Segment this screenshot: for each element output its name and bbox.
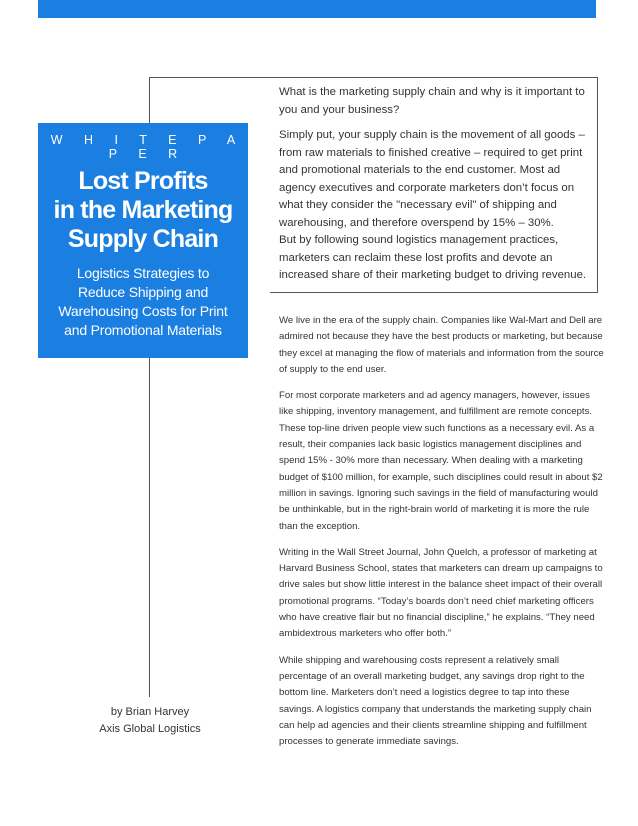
intro-answer: But by following sound logistics management practices, marketers can reclaim these lost profits and devote an increased share of their marketing budget to driving revenue.: [279, 234, 587, 281]
author-block: [90, 704, 210, 738]
subtitle-line: Warehousing Costs for Print: [58, 303, 228, 319]
body-text: [279, 313, 604, 760]
subtitle-line: and Promotional Materials: [64, 322, 222, 338]
document-type-label: W H I T E P A P E R: [50, 133, 245, 161]
document-subtitle: [38, 264, 248, 340]
document-title: [38, 167, 248, 254]
title-panel: [38, 123, 248, 358]
title-line: in the Marketing: [53, 196, 233, 224]
intro-box-bottom-rule: [270, 292, 598, 293]
intro-question: What is the marketing supply chain and why is it important to you and your business?: [279, 86, 585, 116]
intro-callout: [279, 84, 594, 285]
body-paragraph: For most corporate marketers and ad agency managers, however, issues like shipping, inventory management, and fulfillment are remote concepts. These top-line driven people view such functions as a necessary evil. As a result, their companies lack basic logistics management disciplines and spend 15% - 30% more than necessary. When dealing with a marketing budget of $100 million, for example, such disciplines could result in about $2 million in savings. Ignoring such savings in the field of manufacturing would be unthinkable, but in the right-brain world of marketing it is more the rule than the exception.: [279, 390, 603, 532]
author-company: Axis Global Logistics: [99, 723, 201, 735]
header-bar: [38, 0, 596, 18]
body-paragraph: Writing in the Wall Street Journal, John Quelch, a professor of marketing at Harvard Business School, states that marketers can dream up campaigns to drive sales but show little interest in the balance sheet impact of their overall promotional programs. “Today’s boards don’t need chief marketing officers who have creative flair but no financial discipline,” he explains. “They need ambidextrous marketers who offer both.”: [279, 546, 603, 640]
title-line: Lost Profits: [78, 167, 208, 195]
subtitle-line: Reduce Shipping and: [77, 284, 209, 300]
intro-answer: Simply put, your supply chain is the movement of all goods – from raw materials to finished creative – required to get print and promotional materials to the end customer. Most ad agency executives and corporate marketers don’t focus on what they consider the "necessary evil" of shipping and warehousing, and therefore overspend by 15% – 30%.: [279, 129, 585, 229]
title-line: Supply Chain: [67, 225, 219, 253]
intro-box-right-rule: [597, 77, 598, 293]
body-paragraph: While shipping and warehousing costs represent a relatively small percentage of an overall marketing budget, any savings drop right to the bottom line. Marketers don’t need a logistics degree to tap into these savings. A logistics company that understands the marketing supply chain can help ad agencies and their clients streamline shipping and fulfillment processes to generate immediate savings.: [279, 654, 592, 748]
body-paragraph: We live in the era of the supply chain. Companies like Wal-Mart and Dell are admired not because they have the best products or marketing, but because they excel at managing the flow of materials and information from the source of supply to the end user.: [279, 315, 604, 375]
intro-box-top-rule: [149, 77, 598, 78]
subtitle-line: Logistics Strategies to: [76, 265, 210, 281]
author-byline: by Brian Harvey: [110, 706, 190, 718]
